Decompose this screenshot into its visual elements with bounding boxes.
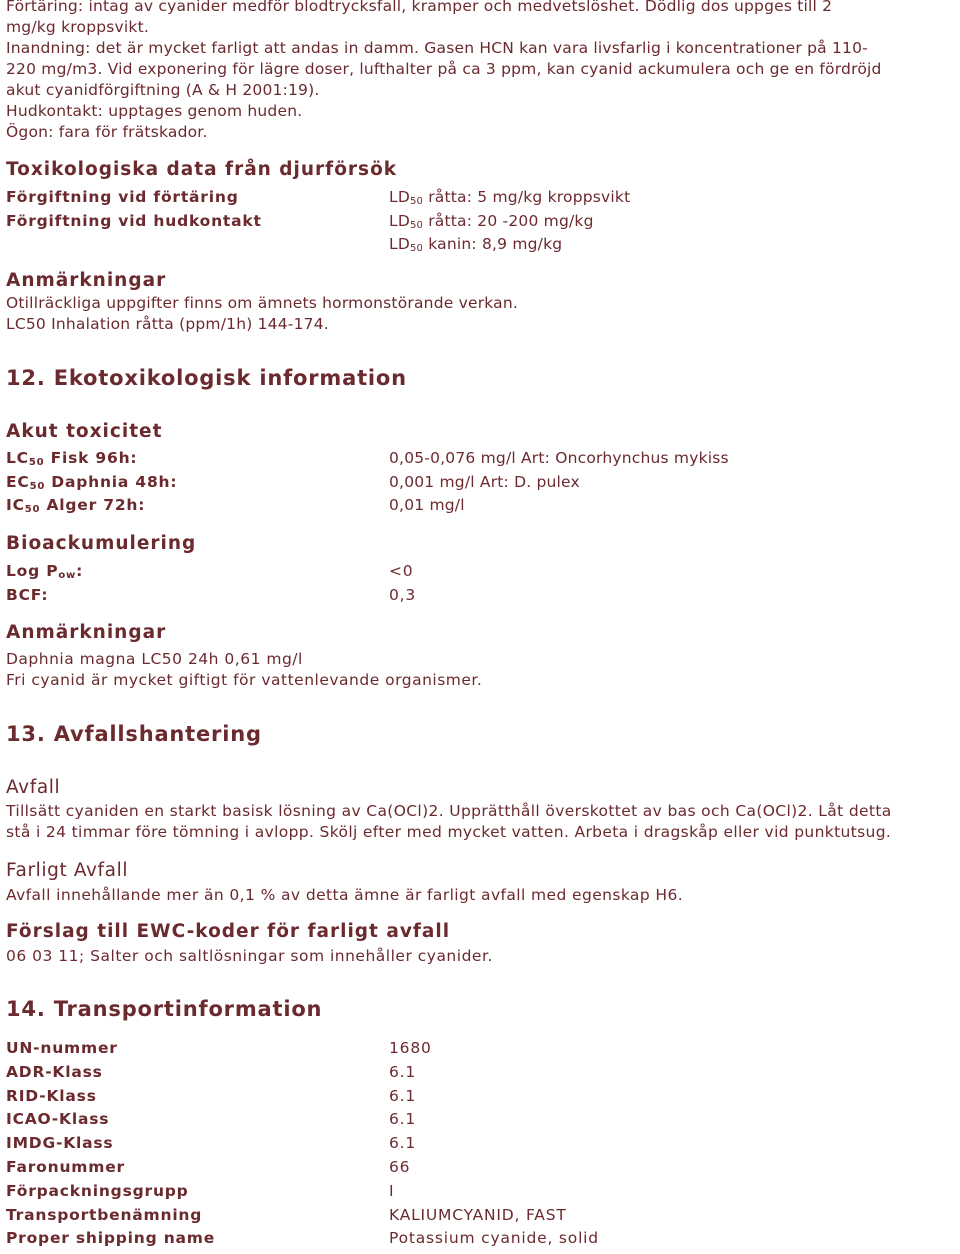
- tox-dermal-label: Förgiftning vid hudkontakt: [6, 211, 262, 230]
- section-13-heading: 13. Avfallshantering: [6, 722, 262, 746]
- intro-text: [6, 0, 882, 143]
- bcf-row: [6, 584, 956, 608]
- transport-value: 1680: [389, 1039, 432, 1057]
- ld-label: LD: [389, 188, 410, 206]
- logp-value: <0: [389, 562, 414, 580]
- bio-heading: Bioackumulering: [6, 533, 197, 554]
- ld-label: LD: [389, 235, 410, 253]
- transport-value: Potassium cyanide, solid: [389, 1229, 599, 1248]
- acute-label: EC: [6, 472, 30, 491]
- remark-line: Daphnia magna LC50 24h 0,61 mg/l: [6, 650, 303, 668]
- transport-value: 66: [389, 1157, 411, 1176]
- transport-value: KALIUMCYANID, FAST: [389, 1205, 567, 1224]
- acute-label: IC: [6, 496, 25, 514]
- transport-row: [6, 1204, 956, 1228]
- transport-row: [6, 1132, 956, 1156]
- tox-remarks-heading: Anmärkningar: [6, 270, 167, 291]
- transport-label: Förpackningsgrupp: [6, 1181, 189, 1200]
- acute-label-post: Daphnia 48h:: [45, 472, 178, 491]
- tox-row-oral: [6, 186, 956, 210]
- transport-label: RID-Klass: [6, 1086, 97, 1105]
- bcf-label: BCF:: [6, 585, 49, 604]
- acute-sub: 50: [28, 457, 45, 468]
- logp-label: Log P: [6, 562, 59, 580]
- acute-value: 0,001 mg/l Art: D. pulex: [389, 472, 580, 491]
- transport-label: UN-nummer: [6, 1039, 118, 1057]
- section-14-heading: 14. Transportinformation: [6, 997, 323, 1021]
- ewc-heading: Förslag till EWC-koder för farligt avfall: [6, 921, 451, 942]
- bio-table: [6, 560, 956, 607]
- tox-heading: Toxikologiska data från djurförsök: [6, 159, 398, 180]
- logp-label-post: :: [76, 562, 84, 580]
- tox-remarks: [6, 293, 518, 335]
- transport-label: Proper shipping name: [6, 1229, 216, 1248]
- ld-value: kanin: 8,9 mg/kg: [423, 235, 563, 253]
- section-12-heading: 12. Ekotoxikologisk information: [6, 366, 407, 390]
- ld-label: LD: [389, 211, 410, 230]
- transport-row: [6, 1108, 956, 1132]
- intro-line: mg/kg kroppsvikt.: [6, 18, 150, 36]
- remark-line: LC50 Inhalation råtta (ppm/1h) 144-174.: [6, 315, 329, 333]
- acute-row: [6, 471, 956, 495]
- intro-line: Ögon: fara för frätskador.: [6, 123, 208, 141]
- tox-dermal-value: [389, 210, 594, 234]
- avfall-line: Tillsätt cyaniden en starkt basisk lösning av Ca(OCl)2. Upprätthåll överskottet av bas och Ca(OCl)2. Låt detta: [6, 802, 892, 820]
- transport-label: ICAO-Klass: [6, 1110, 110, 1129]
- logp-sub: ow: [58, 570, 77, 581]
- logp-row: [6, 560, 956, 584]
- farligt-avfall-heading: Farligt Avfall: [6, 860, 129, 881]
- transport-label: IMDG-Klass: [6, 1134, 114, 1153]
- transport-value: 6.1: [389, 1134, 417, 1153]
- tox-dermal2-value: [389, 233, 562, 257]
- avfall-line: stå i 24 timmar före tömning i avlopp. Skölj efter med mycket vatten. Arbeta i dragskåp eller vid punktutsug.: [6, 823, 892, 841]
- ld-sub: 50: [409, 219, 424, 231]
- transport-label: ADR-Klass: [6, 1062, 103, 1081]
- tox-row-dermal: [6, 210, 956, 234]
- transport-label: Faronummer: [6, 1157, 125, 1176]
- acute-value: 0,05-0,076 mg/l Art: Oncorhynchus mykiss: [389, 449, 729, 467]
- ld-sub: 50: [409, 243, 424, 254]
- acute-heading: Akut toxicitet: [6, 421, 163, 442]
- eco-remarks-heading: Anmärkningar: [6, 622, 167, 643]
- avfall-heading: Avfall: [6, 777, 61, 798]
- ld-value: råtta: 20 -200 mg/kg: [423, 211, 594, 230]
- tox-row-dermal2: [6, 233, 956, 257]
- tox-oral-value: [389, 186, 630, 210]
- transport-table: [6, 1037, 956, 1251]
- farligt-avfall-text: Avfall innehållande mer än 0,1 % av detta ämne är farligt avfall med egenskap H6.: [6, 886, 684, 904]
- acute-sub: 50: [24, 504, 41, 515]
- remark-line: Otillräckliga uppgifter finns om ämnets hormonstörande verkan.: [6, 294, 519, 312]
- transport-row: [6, 1061, 956, 1085]
- transport-value: 6.1: [389, 1110, 417, 1129]
- intro-line: Inandning: det är mycket farligt att andas in damm. Gasen HCN kan vara livsfarlig i koncentrationer på 110-: [6, 39, 868, 57]
- transport-value: 6.1: [389, 1062, 417, 1081]
- acute-row: [6, 494, 956, 518]
- intro-line: akut cyanidförgiftning (A & H 2001:19).: [6, 81, 320, 99]
- ld-sub: 50: [409, 196, 424, 207]
- transport-value: I: [389, 1181, 395, 1200]
- transport-row: [6, 1085, 956, 1109]
- acute-table: [6, 447, 956, 518]
- acute-value: 0,01 mg/l: [389, 496, 465, 514]
- avfall-text: [6, 801, 892, 843]
- acute-sub: 50: [29, 480, 46, 492]
- tox-oral-label: Förgiftning vid förtäring: [6, 188, 239, 206]
- transport-row: [6, 1037, 956, 1061]
- tox-table: [6, 186, 956, 257]
- bcf-value: 0,3: [389, 585, 417, 604]
- ld-value: råtta: 5 mg/kg kroppsvikt: [423, 188, 631, 206]
- transport-row: [6, 1156, 956, 1180]
- eco-remarks: [6, 649, 482, 691]
- intro-line: Hudkontakt: upptages genom huden.: [6, 102, 303, 120]
- ewc-text: 06 03 11; Salter och saltlösningar som innehåller cyanider.: [6, 947, 493, 965]
- acute-label: LC: [6, 449, 29, 467]
- transport-label: Transportbenämning: [6, 1205, 203, 1224]
- transport-value: 6.1: [389, 1086, 417, 1105]
- intro-line: 220 mg/m3. Vid exponering för lägre doser, lufthalter på ca 3 ppm, kan cyanid ackumulera och ge en fördröjd: [6, 60, 882, 78]
- remark-line: Fri cyanid är mycket giftigt för vattenlevande organismer.: [6, 671, 483, 689]
- acute-row: [6, 447, 956, 471]
- intro-line: Förtäring: intag av cyanider medför blodtrycksfall, kramper och medvetslöshet. Dödlig dos uppges till 2: [6, 0, 833, 15]
- transport-row: [6, 1180, 956, 1204]
- acute-label-post: Fisk 96h:: [44, 449, 138, 467]
- transport-row: [6, 1227, 956, 1251]
- acute-label-post: Alger 72h:: [40, 496, 146, 514]
